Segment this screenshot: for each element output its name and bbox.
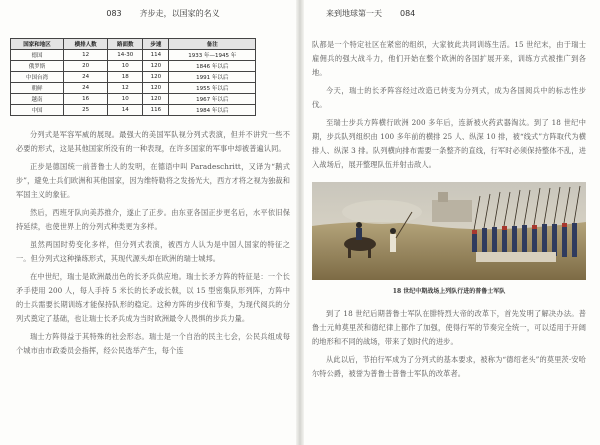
table-cell: 120 bbox=[143, 72, 169, 83]
right-page bbox=[300, 0, 600, 445]
body-paragraph: 正步是德国统一前普鲁士人的发明，在德语中叫 Paradeschritt，又译为“鹅式步”，避免士兵们欧洲和其他国家，因为维特勒将之发扬光大，西方才将之视为独裁和军国主义的象征。 bbox=[16, 162, 290, 199]
body-paragraph: 从此以后，节拍行军成为了分列式的基本要求，被称为“德绍老头”的莫里茨·安哈尔特公爵，被誉为普鲁士普鲁士军队的改革者。 bbox=[312, 355, 586, 378]
table-cell: 德国 bbox=[11, 50, 64, 61]
table-cell: 114 bbox=[143, 50, 169, 61]
table-cell: 24 bbox=[64, 83, 108, 94]
table-cell: 12 bbox=[64, 50, 108, 61]
book-gutter bbox=[296, 0, 304, 445]
body-paragraph: 今天，瑞士的长矛阵容经过改造已转变为分列式，成为各国阅兵中的标志性步伐。 bbox=[312, 86, 586, 109]
table-header-cell: 路面数 bbox=[108, 39, 143, 50]
table-cell: 18 bbox=[108, 72, 143, 83]
table-cell: 1846 年以后 bbox=[169, 61, 256, 72]
table-cell: 俄罗斯 bbox=[11, 61, 64, 72]
table-cell: 16 bbox=[64, 94, 108, 105]
table-row bbox=[11, 50, 256, 61]
table-header-cell: 横排人数 bbox=[64, 39, 108, 50]
parade-comparison-table bbox=[10, 38, 256, 116]
table-row bbox=[11, 94, 256, 105]
table-cell: 10 bbox=[108, 94, 143, 105]
table-cell: 1967 年以后 bbox=[169, 94, 256, 105]
table-cell: 14-30 bbox=[108, 50, 143, 61]
table-row bbox=[11, 61, 256, 72]
table-cell: 12 bbox=[108, 83, 143, 94]
table-cell: 越南 bbox=[11, 94, 64, 105]
table-cell: 14 bbox=[108, 105, 143, 116]
table-header-cell: 步速 bbox=[143, 39, 169, 50]
table-cell: 1955 年以后 bbox=[169, 83, 256, 94]
body-paragraph: 虽然两国时势变化多样，但分列式表演，被西方人认为是中国人国家的特征之一。但分列式这种操练形式，其现代源头却在欧洲的瑞士城邦。 bbox=[16, 240, 290, 263]
page-number: 083 bbox=[106, 9, 122, 18]
body-paragraph: 至瑞士步兵方阵横行欧洲 200 多年后，连新被火药武器淘汰。到了 18 世纪中期，步兵队列组织由 100 多年前的横排 25 人、纵深 10 排，被“线式”方阵取代为横排人、纵深 3 排。队列横向排布需要一条整齐的直线，行军时必须保持整体不乱，进入战场后，展开整理队伍并射击敌人。 bbox=[312, 118, 586, 169]
body-paragraph: 在中世纪，瑞士是欧洲最出色的长矛兵供应地。瑞士长矛方阵的特征是：一个长矛手使用 200 人，每人手持 5 米长的长矛或长戟，以 15 型密集队形列阵，方阵中的士兵需要长期训练才能保持队形的稳定。这种方阵的步伐和节奏，为现代阅兵的分列式奠定了基础，也让瑞士长矛兵成为当时欧洲最令人畏惧的步兵力量。 bbox=[16, 272, 290, 323]
body-paragraph: 瑞士方阵得益于其特殊的社会形态。瑞士是一个自治的民主七会，公民兵组成每个城市由市政委员会指挥，经公民选举产生，每个连 bbox=[16, 332, 290, 355]
body-paragraph: 队都是一个特定社区在紧密的组织，大家彼此共同训练生活。15 世纪末，由于瑞士雇佣兵的强大战斗力，他们开始在整个欧洲的各国扩展开来，训练方式被推广到各地。 bbox=[312, 40, 586, 77]
table-cell: 120 bbox=[143, 94, 169, 105]
table-header-cell: 备注 bbox=[169, 39, 256, 50]
table-cell: 1933 年—1945 年 bbox=[169, 50, 256, 61]
body-paragraph: 分列式是军容军威的展现。最强大的美国军队视分列式表演，但并不讲究一些不必要的形式，这是其他国家所没有的一种表现，在许多国家的军事中却被普遍认同。 bbox=[16, 130, 290, 153]
body-paragraph: 然后，西班牙队向美苏推介，遂止了正步。由东亚各国正步更名后，水平依旧保持延续，也使世界上的分列式种类更为多样。 bbox=[16, 208, 290, 231]
table-cell: 中国台湾 bbox=[11, 72, 64, 83]
right-page-header bbox=[312, 6, 586, 22]
battle-illustration bbox=[312, 182, 586, 280]
table-row bbox=[11, 105, 256, 116]
table-cell: 朝鲜 bbox=[11, 83, 64, 94]
running-title: 来到地球第一天 bbox=[326, 9, 382, 18]
table-cell: 116 bbox=[143, 105, 169, 116]
table-row bbox=[11, 83, 256, 94]
table-cell: 24 bbox=[64, 72, 108, 83]
table-header-cell: 国家和地区 bbox=[11, 39, 64, 50]
table-cell: 120 bbox=[143, 61, 169, 72]
left-page-header bbox=[16, 6, 290, 22]
running-title: 齐步走，以国家的名义 bbox=[139, 9, 220, 18]
table-cell: 20 bbox=[64, 61, 108, 72]
page-number: 084 bbox=[400, 9, 416, 18]
table-cell: 1984 年以后 bbox=[169, 105, 256, 116]
table-header-row bbox=[11, 39, 256, 50]
table-row bbox=[11, 72, 256, 83]
painting-image bbox=[312, 182, 586, 280]
table-cell: 120 bbox=[143, 83, 169, 94]
figure-caption: 18 世纪中期战场上列队行进的普鲁士军队 bbox=[392, 288, 506, 295]
table-cell: 25 bbox=[64, 105, 108, 116]
table-cell: 1991 年以后 bbox=[169, 72, 256, 83]
table-cell: 10 bbox=[108, 61, 143, 72]
body-paragraph: 到了 18 世纪后期普鲁士军队在腓特烈大帝的改革下，首先发明了解决办法。普鲁士元帅莫里茨和德纪律上都作了加强，使得行军的节奏完全统一，可以适用于开阔的地形和不同的战场，带来了划时代的进步。 bbox=[312, 309, 586, 346]
table-cell: 中国 bbox=[11, 105, 64, 116]
